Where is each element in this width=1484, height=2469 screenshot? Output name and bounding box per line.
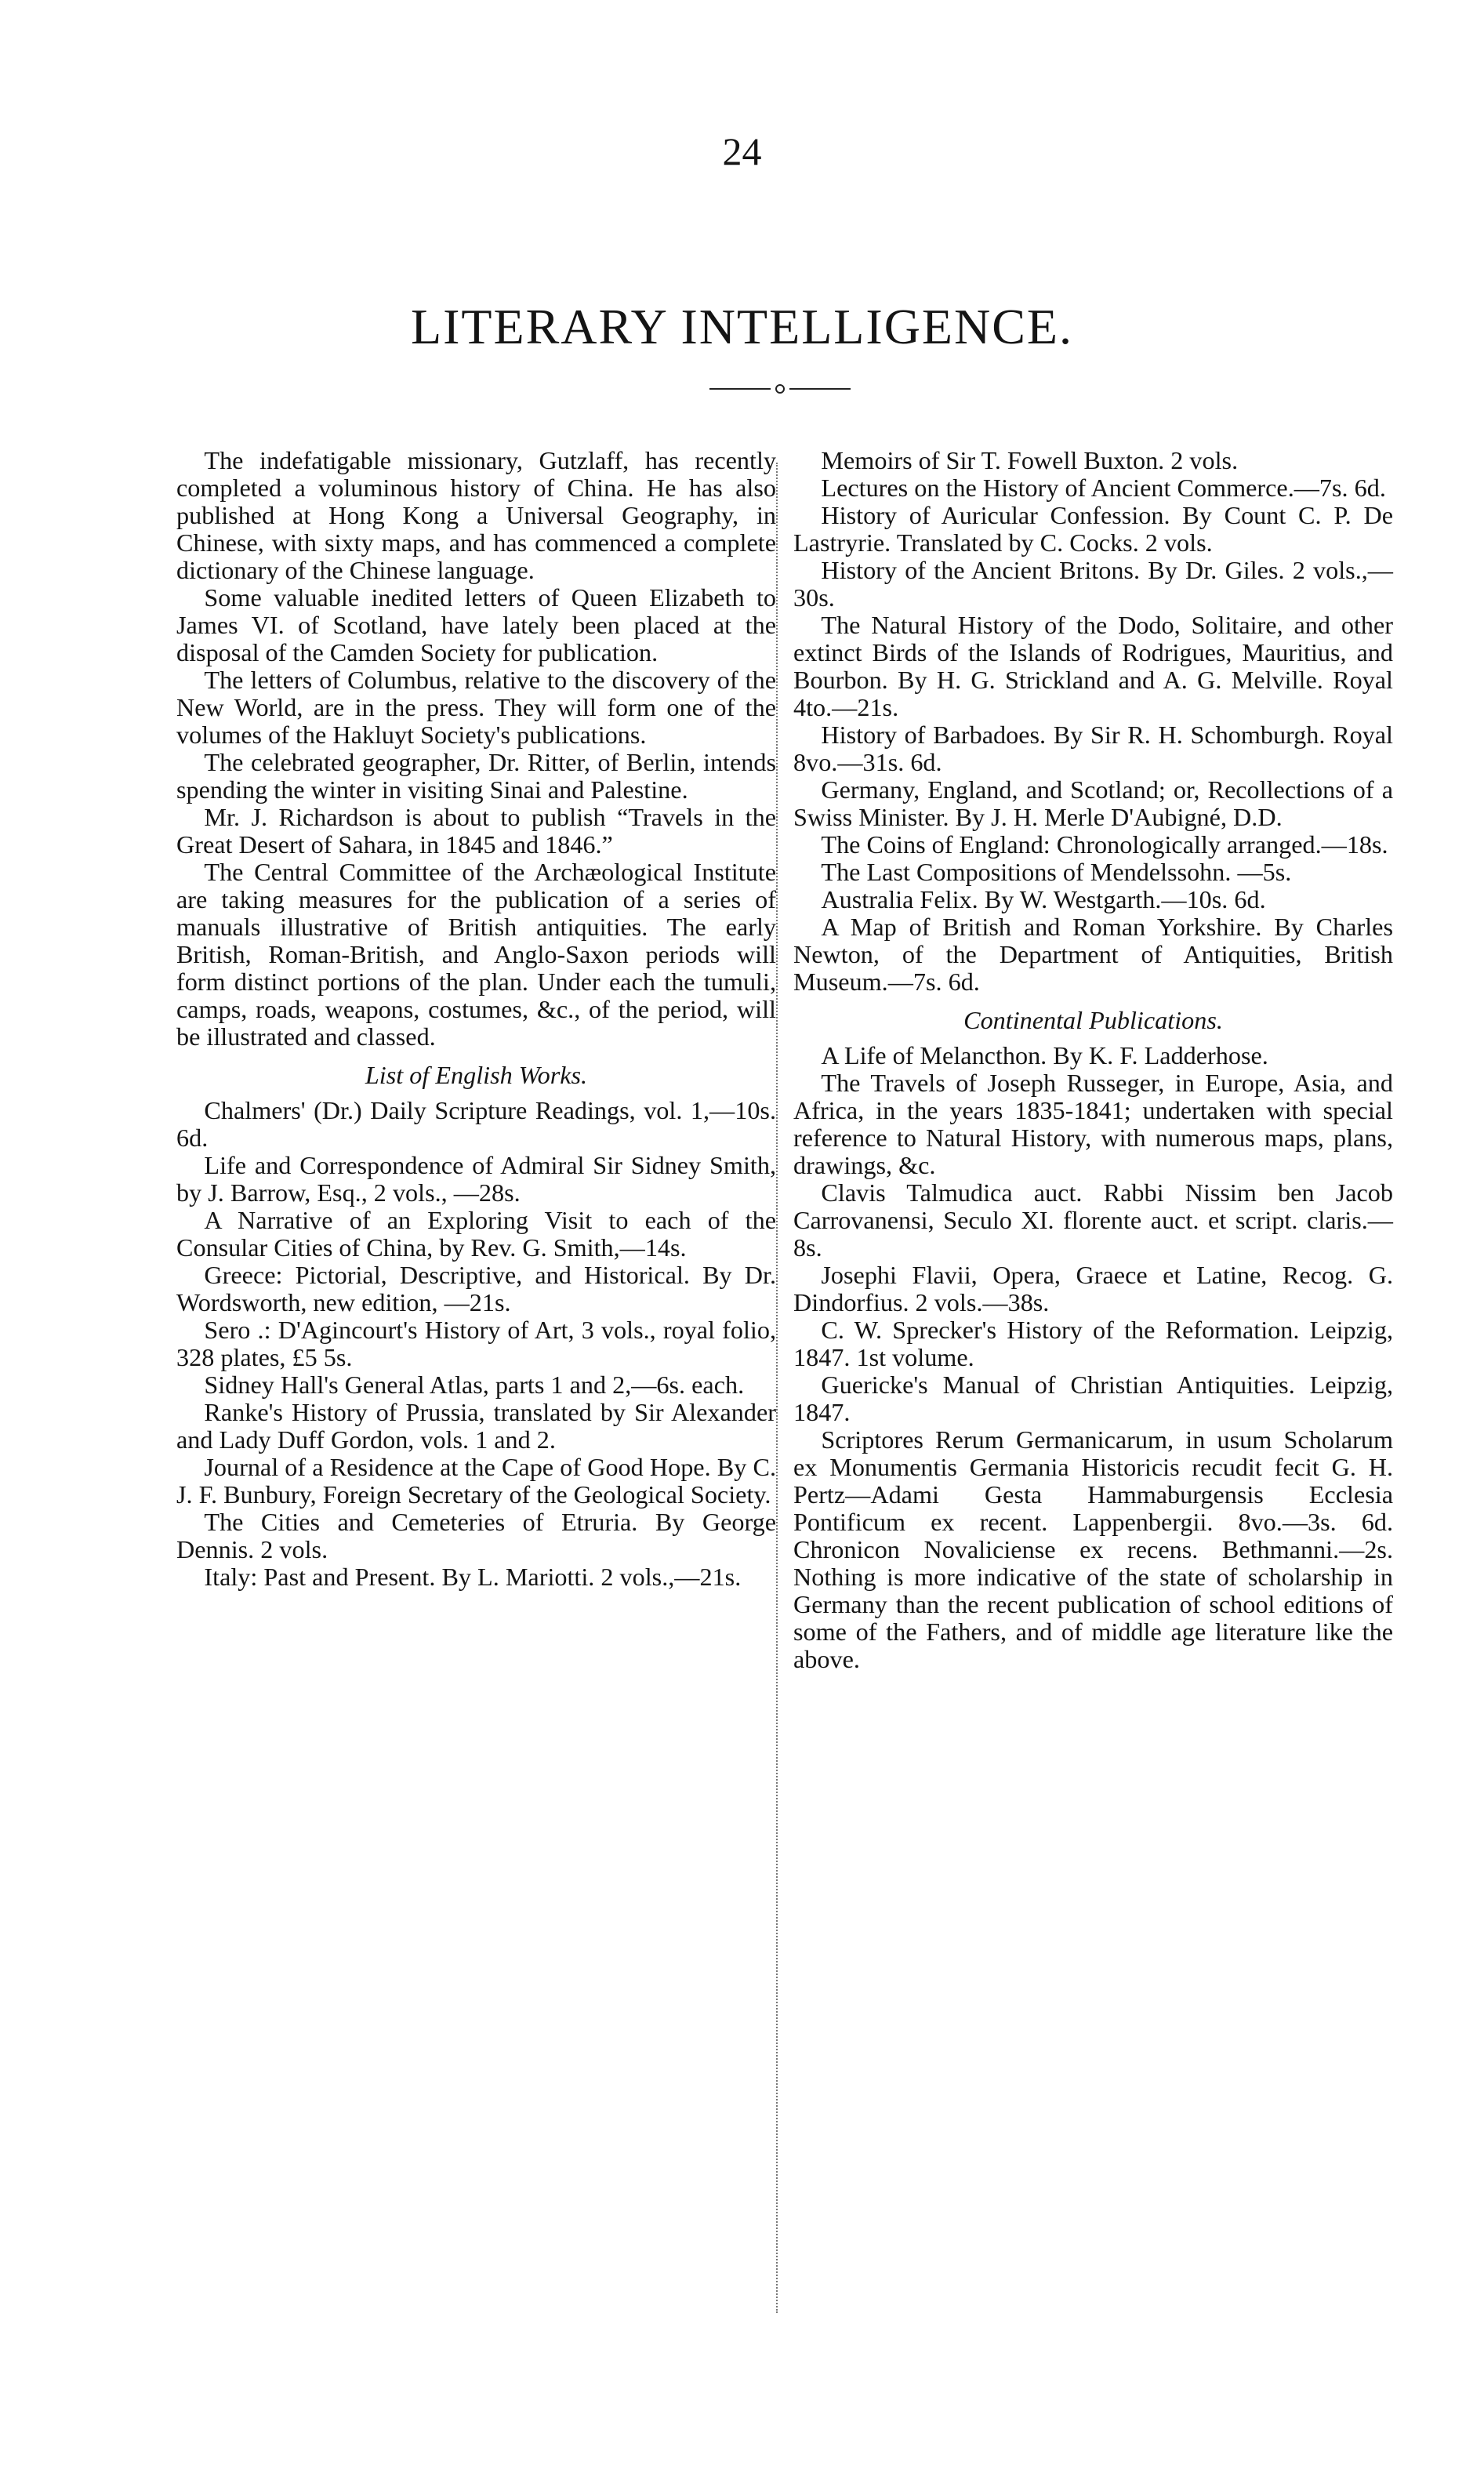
book-entry: Germany, England, and Scotland; or, Recollections of a Swiss Minister. By J. H. Merle D'Aubigné, D.D. <box>793 775 1393 831</box>
article-paragraph: Some valuable inedited letters of Queen Elizabeth to James VI. of Scotland, have lately been placed at the disposal of the Camden Society for publication. <box>176 583 776 666</box>
book-entry: Ranke's History of Prussia, translated by Sir Alexander and Lady Duff Gordon, vols. 1 and 2. <box>176 1398 776 1454</box>
book-entry: Australia Felix. By W. Westgarth.—10s. 6d. <box>821 885 1266 913</box>
book-entry: The Natural History of the Dodo, Solitaire, and other extinct Birds of the Islands of Rodrigues, Mauritius, and Bourbon. By H. G. Strickland and A. G. Melville. Royal 4to.—21s. <box>793 611 1393 721</box>
continental-entry: Josephi Flavii, Opera, Graece et Latine, Recog. G. Dindorfius. 2 vols.—38s. <box>793 1261 1393 1316</box>
book-entry: Italy: Past and Present. By L. Mariotti. 2 vols.,—21s. <box>204 1563 742 1591</box>
page-title: LITERARY INTELLIGENCE. <box>410 299 1074 354</box>
book-entry: History of Auricular Confession. By Count C. P. De Lastryrie. Translated by C. Cocks. 2 vols. <box>793 501 1393 557</box>
book-entry: A Map of British and Roman Yorkshire. By Charles Newton, of the Department of Antiquities, British Museum.—7s. 6d. <box>793 913 1393 996</box>
continental-entry: Guericke's Manual of Christian Antiquities. Leipzig, 1847. <box>793 1371 1393 1426</box>
continental-entry: The Travels of Joseph Russeger, in Europe, Asia, and Africa, in the years 1835-1841; undertaken with special reference to Natural History, with numerous maps, plans, drawings, &c. <box>793 1069 1393 1179</box>
book-entry: Lectures on the History of Ancient Commerce.—7s. 6d. <box>821 474 1386 502</box>
title-ornament-rule <box>709 381 851 397</box>
book-entry: Journal of a Residence at the Cape of Good Hope. By C. J. F. Bunbury, Foreign Secretary of the Geological Society. <box>176 1453 776 1509</box>
book-entry: Sero .: D'Agincourt's History of Art, 3 vols., royal folio, 328 plates, £5 5s. <box>176 1316 776 1371</box>
article-paragraph: The celebrated geographer, Dr. Ritter, of Berlin, intends spending the winter in visiting Sinai and Palestine. <box>176 748 776 804</box>
book-entry: Greece: Pictorial, Descriptive, and Historical. By Dr. Wordsworth, new edition, —21s. <box>176 1261 776 1316</box>
book-entry: Sidney Hall's General Atlas, parts 1 and 2,—6s. each. <box>204 1371 745 1399</box>
book-entry: History of Barbadoes. By Sir R. H. Schomburgh. Royal 8vo.—31s. 6d. <box>793 721 1393 776</box>
book-entry: History of the Ancient Britons. By Dr. Giles. 2 vols.,—30s. <box>793 556 1393 612</box>
continental-entry: A Life of Melancthon. By K. F. Ladderhose. <box>821 1041 1268 1069</box>
article-paragraph: Mr. J. Richardson is about to publish “Travels in the Great Desert of Sahara, in 1845 and 1846.” <box>176 803 776 859</box>
section-heading-english-works: List of English Works. <box>365 1061 588 1089</box>
book-entry: The Coins of England: Chronologically arranged.—18s. <box>821 830 1388 859</box>
section-heading-continental: Continental Publications. <box>963 1006 1223 1034</box>
right-column <box>793 447 1393 1673</box>
column-divider <box>776 463 778 2313</box>
book-entry: The Cities and Cemeteries of Etruria. By George Dennis. 2 vols. <box>176 1508 776 1563</box>
book-entry: Memoirs of Sir T. Fowell Buxton. 2 vols. <box>821 446 1239 474</box>
book-entry: Life and Correspondence of Admiral Sir Sidney Smith, by J. Barrow, Esq., 2 vols., —28s. <box>176 1151 776 1207</box>
book-entry: The Last Compositions of Mendelssohn. —5s. <box>821 858 1292 886</box>
book-entry: Chalmers' (Dr.) Daily Scripture Readings, vol. 1,—10s. 6d. <box>176 1096 776 1152</box>
continental-entry: C. W. Sprecker's History of the Reformation. Leipzig, 1847. 1st volume. <box>793 1316 1393 1371</box>
article-paragraph: The letters of Columbus, relative to the discovery of the New World, are in the press. They will form one of the volumes of the Hakluyt Society's publications. <box>176 666 776 749</box>
left-column <box>176 447 776 1591</box>
continental-entry: Clavis Talmudica auct. Rabbi Nissim ben Jacob Carrovanensi, Seculo XI. florente auct. et script. claris.—8s. <box>793 1178 1393 1262</box>
page-number: 24 <box>722 129 762 173</box>
article-paragraph: The Central Committee of the Archæological Institute are taking measures for the publication of a series of manuals illustrative of British antiquities. The early British, Roman-British, and Anglo-Saxon periods will form distinct portions of the plan. Under each the tumuli, camps, roads, weapons, costumes, &c., of the period, will be illustrated and classed. <box>176 858 776 1051</box>
continental-entry: Scriptores Rerum Germanicarum, in usum Scholarum ex Monumentis Germania Historicis recudit fecit G. H. Pertz—Adami Gesta Hammaburgensis Ecclesia Pontificum ex recent. Lappenbergii. 8vo.—3s. 6d. Chronicon Novaliciense ex recens. Bethmanni.—2s. Nothing is more indicative of the state of scholarship in Germany than the recent publication of school editions of some of the Fathers, and of middle age literature like the above. <box>793 1425 1393 1673</box>
book-entry: A Narrative of an Exploring Visit to each of the Consular Cities of China, by Rev. G. Smith,—14s. <box>176 1206 776 1262</box>
article-paragraph: The indefatigable missionary, Gutzlaff, has recently completed a voluminous history of China. He has also published at Hong Kong a Universal Geography, in Chinese, with sixty maps, and has commenced a complete dictionary of the Chinese language. <box>176 446 776 584</box>
